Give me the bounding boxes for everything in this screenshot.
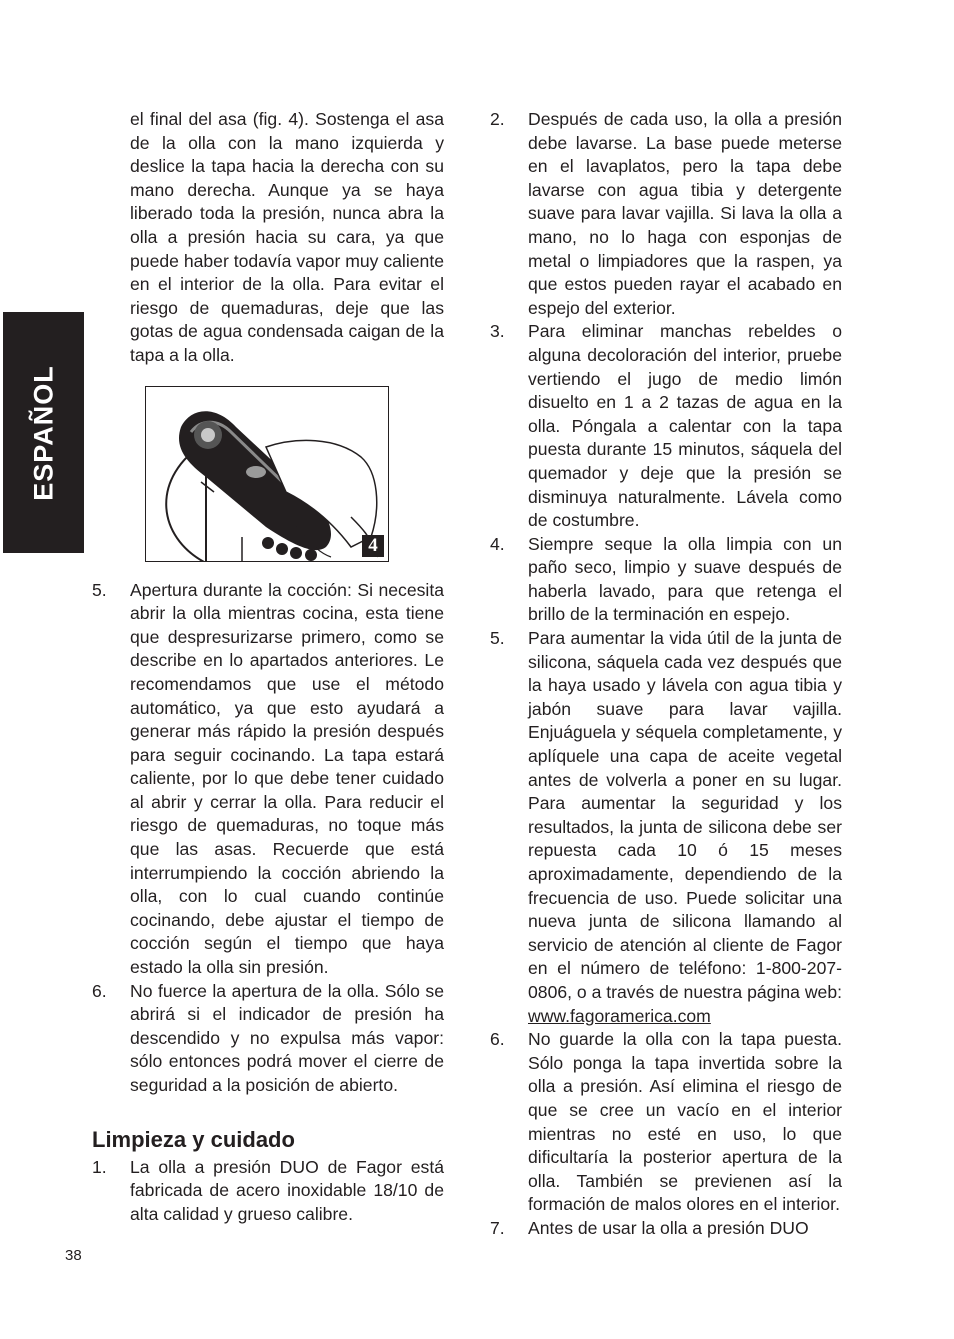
item-text: No fuerce la apertura de la olla. Sólo se abrirá si el indicador de presión ha descendido y no expulsa más vapor: sólo entonces podrá mover el cierre de seguridad a la posición de abierto. [130, 980, 444, 1095]
list-item [490, 533, 842, 627]
figure-4-illustration [145, 386, 389, 562]
list-item [490, 108, 842, 320]
item-text: Para aumentar la vida útil de la junta de silicona, sáquela cada vez después que la haya usado y lávela con agua tibia y jabón suave para lavar vajilla. Enjuáguela y séquela completamente, y aplíquele una capa de aceite vegetal antes de volverla a poner en su lugar. Para aumentar la seguridad y los resultados, la junta de silicona debe ser repuesta cada 10 ó 15 meses aproximadamente, dependiendo de la frecuencia de uso. Puede solicitar una nueva junta de silicona llamando al servicio de atención al cliente de Fagor en el número de teléfono: 1-800-207-0806, o a través de nuestra página web: [528, 628, 842, 1002]
list-item [490, 627, 842, 1028]
item-number: 3. [490, 321, 505, 342]
right-column [490, 108, 842, 1241]
item-text: Para eliminar manchas rebeldes o alguna decoloración del interior, pruebe vertiendo el jugo de medio limón disuelto en 1 a 2 tazas de agua en la olla. Póngala a calentar con la tapa puesta durante 15 minutos, sáquela del quemador y deje que la presión se disminuya naturalmente. Lávela como de costumbre. [528, 321, 842, 531]
list-item [490, 1028, 842, 1217]
item-text: No guarde la olla con la tapa puesta. Sólo ponga la tapa invertida sobre la olla a presión. Así elimina el riesgo de que se cree un vacío en el interior mientras no esté en uso, lo que dificultaría la posterior apertura de la olla. También se previenen así la formación de malos olores en el interior. [528, 1029, 842, 1215]
item-text: Si necesita abrir la olla mientras cocina, esta tiene que despresurizarse primero, como se describe en lo apartados anteriores. Le recomendamos que use el método automático, ya que esto ayudará a generar más rápido la presión después para seguir cocinando. La tapa estará caliente, por lo que debe tener cuidado al abrir y cerrar la olla. Para reducir el riesgo de quemaduras, no toque más que las asas. Recuerde que está interrumpiendo la cocción abriendo la olla, con lo cual cuando continúe cocinando, debe ajustar el tiempo de cocción según el tiempo que haya estado la olla sin presión. [130, 579, 444, 978]
item-number: 1. [92, 1156, 107, 1177]
list-item [490, 320, 842, 532]
item-number: 5. [92, 579, 107, 600]
item-text: La olla a presión DUO de Fagor está fabricada de acero inoxidable 18/10 de alta calidad y grueso calibre. [130, 1156, 444, 1224]
list-item [92, 1156, 444, 1227]
item-text: Después de cada uso, la olla a presión debe lavarse. La base puede meterse en el lavaplatos, pero la tapa debe lavarse con agua tibia y detergente suave para lavar vajilla. Si lava la olla a mano, no lo haga con esponjas de metal o limpiadores que la raspen, ya que estos pueden rayar el acabado en espejo del exterior. [528, 109, 842, 318]
list-item [92, 980, 444, 1098]
item-number: 5. [490, 628, 505, 649]
item-text: Antes de usar la olla a presión DUO [528, 1217, 809, 1238]
page-number: 38 [65, 1247, 82, 1264]
item-text: Siempre seque la olla limpia con un paño seco, limpio y suave después de haberla lavado, para que retenga el brillo de la terminación en espejo. [528, 533, 842, 625]
figure-number-badge: 4 [362, 535, 384, 557]
opening-lid-drawing [146, 387, 389, 562]
intro-paragraph: el final del asa (fig. 4). Sostenga el asa de la olla con la mano izquierda y deslice la tapa hacia la derecha con su mano derecha. Aunque ya se haya liberado toda la presión, nunca abra la olla a presión hacia su cara, ya que puede haber todavía vapor muy caliente en el interior de la olla. Para evitar el riesgo de quemaduras, deje que las gotas de agua condensada caigan de la tapa a la olla. [130, 109, 444, 365]
language-side-tab [3, 312, 84, 553]
item-number: 6. [92, 980, 107, 1001]
left-column [92, 108, 444, 1226]
list-item [92, 579, 444, 980]
language-tab-label: ESPAÑOL [28, 364, 58, 501]
item-number: 6. [490, 1029, 505, 1050]
item-number: 4. [490, 533, 505, 554]
item-number: 7. [490, 1217, 505, 1238]
section-heading: Limpieza y cuidado [92, 1126, 295, 1152]
item-number: 2. [490, 109, 505, 129]
item-lead: Apertura durante la cocción: [130, 579, 352, 600]
website-link[interactable]: www.fagoramerica.com [528, 1005, 711, 1026]
list-item [490, 1217, 842, 1241]
